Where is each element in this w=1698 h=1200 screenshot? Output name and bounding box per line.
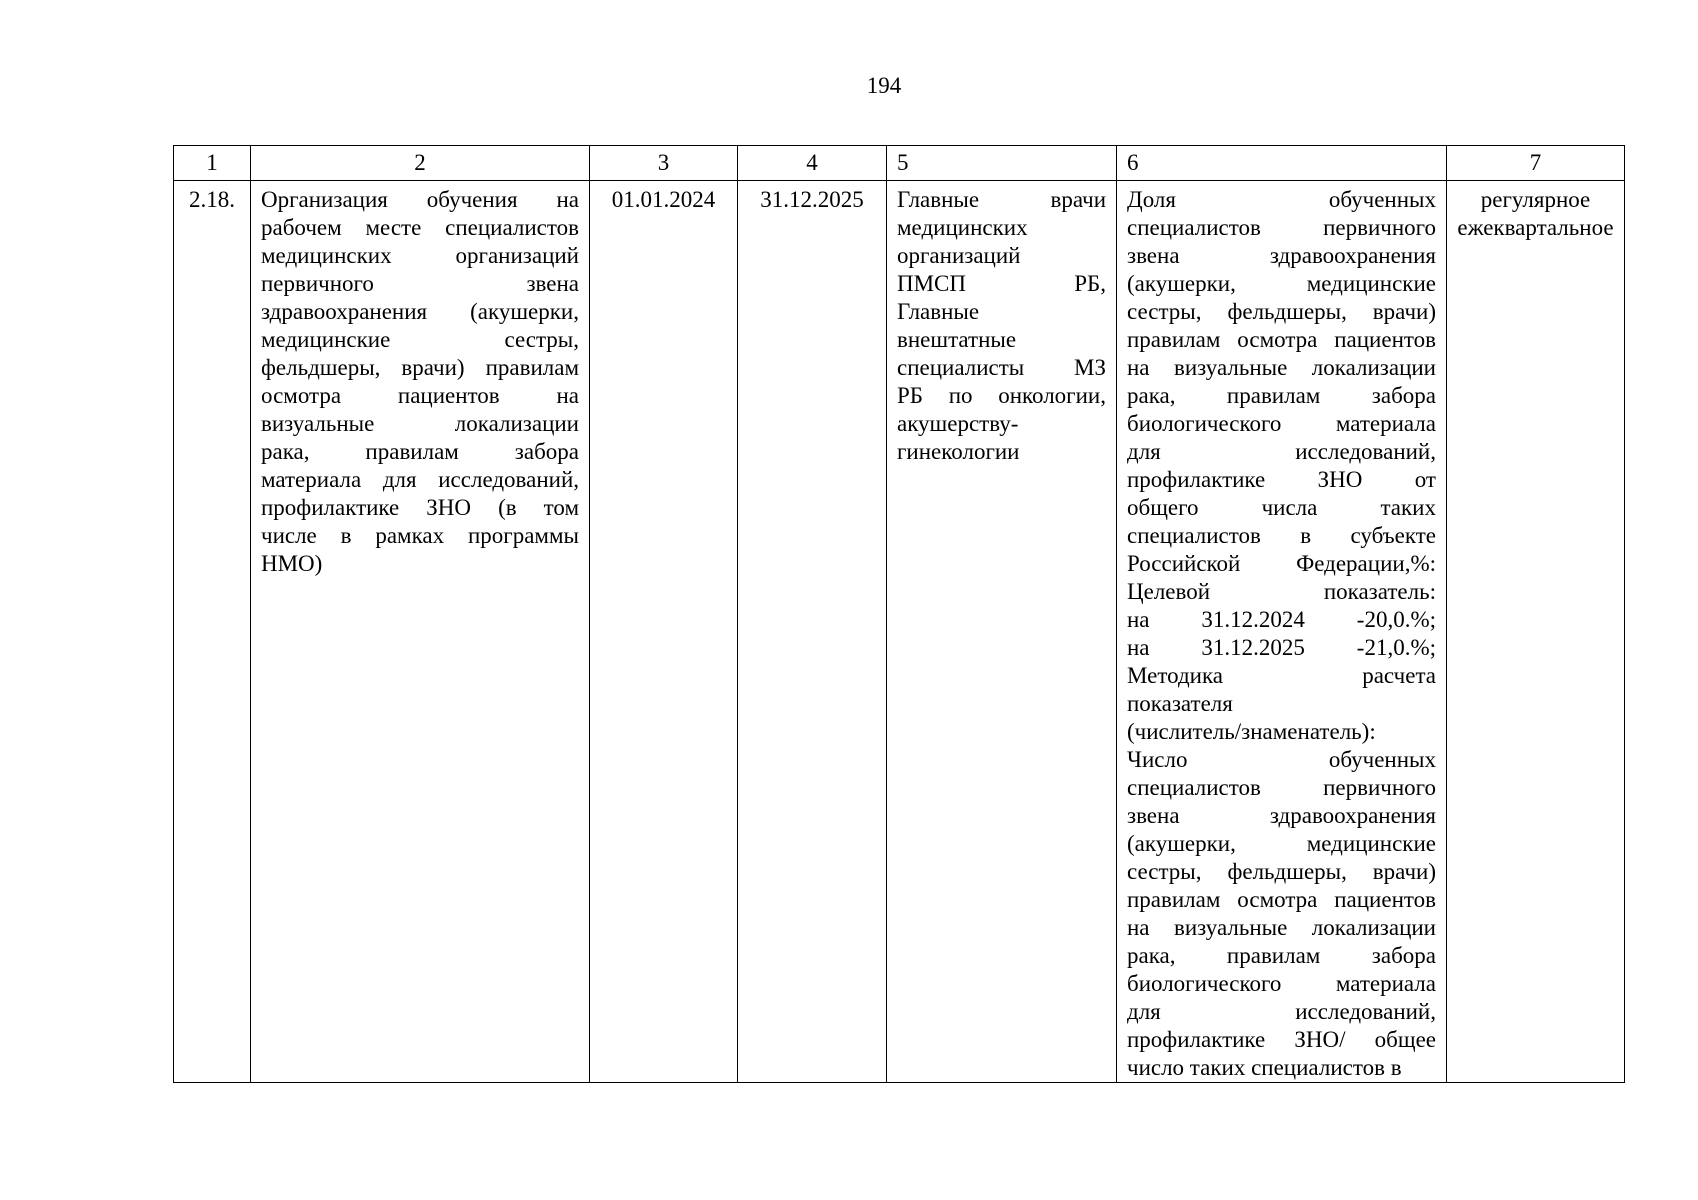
text-line: на 31.12.2025 -21,0.%; <box>1127 635 1436 660</box>
header-col-6: 6 <box>1117 146 1447 181</box>
header-col-5: 5 <box>887 146 1117 181</box>
text-line: ежеквартальное <box>1457 215 1614 240</box>
text-line: правилам осмотра пациентов <box>1127 887 1436 912</box>
text-line: РБ по онкологии, <box>897 383 1106 408</box>
text-line: внештатные <box>897 327 1017 352</box>
text-line: рака, правилам забора <box>261 439 579 464</box>
text-line: Российской Федерации,%: <box>1127 551 1436 576</box>
indicator-cell <box>1117 181 1447 1083</box>
text-line: гинекологии <box>897 439 1020 464</box>
item-number-cell: 2.18. <box>174 181 251 1083</box>
text-line: Доля обученных <box>1127 187 1436 212</box>
periodicity-text <box>1457 186 1614 242</box>
text-line: число таких специалистов в <box>1127 1055 1402 1080</box>
text-line: Главные <box>897 299 980 324</box>
text-line: рака, правилам забора <box>1127 943 1436 968</box>
text-line: специалистов в субъекте <box>1127 523 1436 548</box>
text-line: медицинских организаций <box>261 243 579 268</box>
text-line: Организация обучения на <box>261 187 579 212</box>
text-line: (числитель/знаменатель): <box>1127 719 1376 744</box>
text-line: осмотра пациентов на <box>261 383 579 408</box>
text-line: медицинские сестры, <box>261 327 579 352</box>
responsible-cell <box>887 181 1117 1083</box>
table-row <box>174 181 1625 1083</box>
text-line: на визуальные локализации <box>1127 355 1436 380</box>
text-line: специалистов первичного <box>1127 215 1436 240</box>
header-col-7: 7 <box>1447 146 1625 181</box>
text-line: биологического материала <box>1127 411 1436 436</box>
header-col-3: 3 <box>590 146 738 181</box>
text-line: Целевой показатель: <box>1127 579 1436 604</box>
start-date-cell: 01.01.2024 <box>590 181 738 1083</box>
text-line: (акушерки, медицинские <box>1127 831 1436 856</box>
text-line: специалисты МЗ <box>897 355 1106 380</box>
text-line: профилактике ЗНО (в том <box>261 495 579 520</box>
text-line: Главные врачи <box>897 187 1106 212</box>
text-line: НМО) <box>261 551 323 576</box>
text-line: организаций <box>897 243 1021 268</box>
text-line: Число обученных <box>1127 747 1436 772</box>
header-col-2: 2 <box>251 146 590 181</box>
measures-table <box>173 145 1625 1083</box>
text-line: специалистов первичного <box>1127 775 1436 800</box>
measure-description-cell <box>251 181 590 1083</box>
text-line: сестры, фельдшеры, врачи) <box>1127 299 1436 324</box>
text-line: регулярное <box>1480 187 1591 212</box>
indicator-text <box>1127 186 1436 1082</box>
header-col-1: 1 <box>174 146 251 181</box>
text-line: для исследований, <box>1127 439 1436 464</box>
text-line: на 31.12.2024 -20,0.%; <box>1127 607 1436 632</box>
text-line: биологического материала <box>1127 971 1436 996</box>
text-line: числе в рамках программы <box>261 523 579 548</box>
text-line: профилактике ЗНО от <box>1127 467 1436 492</box>
text-line: здравоохранения (акушерки, <box>261 299 579 324</box>
end-date-cell: 31.12.2025 <box>738 181 887 1083</box>
text-line: для исследований, <box>1127 999 1436 1024</box>
text-line: звена здравоохранения <box>1127 803 1436 828</box>
text-line: ПМСП РБ, <box>897 271 1106 296</box>
table-header-row <box>174 146 1625 181</box>
text-line: первичного звена <box>261 271 579 296</box>
text-line: звена здравоохранения <box>1127 243 1436 268</box>
text-line: визуальные локализации <box>261 411 579 436</box>
text-line: профилактике ЗНО/ общее <box>1127 1027 1436 1052</box>
text-line: общего числа таких <box>1127 495 1436 520</box>
text-line: правилам осмотра пациентов <box>1127 327 1436 352</box>
text-line: материала для исследований, <box>261 467 579 492</box>
text-line: Методика расчета <box>1127 663 1436 688</box>
responsible-text <box>897 186 1106 466</box>
text-line: на визуальные локализации <box>1127 915 1436 940</box>
text-line: фельдшеры, врачи) правилам <box>261 355 579 380</box>
text-line: показателя <box>1127 691 1233 716</box>
header-col-4: 4 <box>738 146 887 181</box>
text-line: акушерству- <box>897 411 1019 436</box>
periodicity-cell <box>1447 181 1625 1083</box>
page-number: 194 <box>866 73 902 98</box>
text-line: рака, правилам забора <box>1127 383 1436 408</box>
text-line: медицинских <box>897 215 1028 240</box>
text-line: (акушерки, медицинские <box>1127 271 1436 296</box>
measure-description-text <box>261 186 579 578</box>
text-line: сестры, фельдшеры, врачи) <box>1127 859 1436 884</box>
text-line: рабочем месте специалистов <box>261 215 579 240</box>
